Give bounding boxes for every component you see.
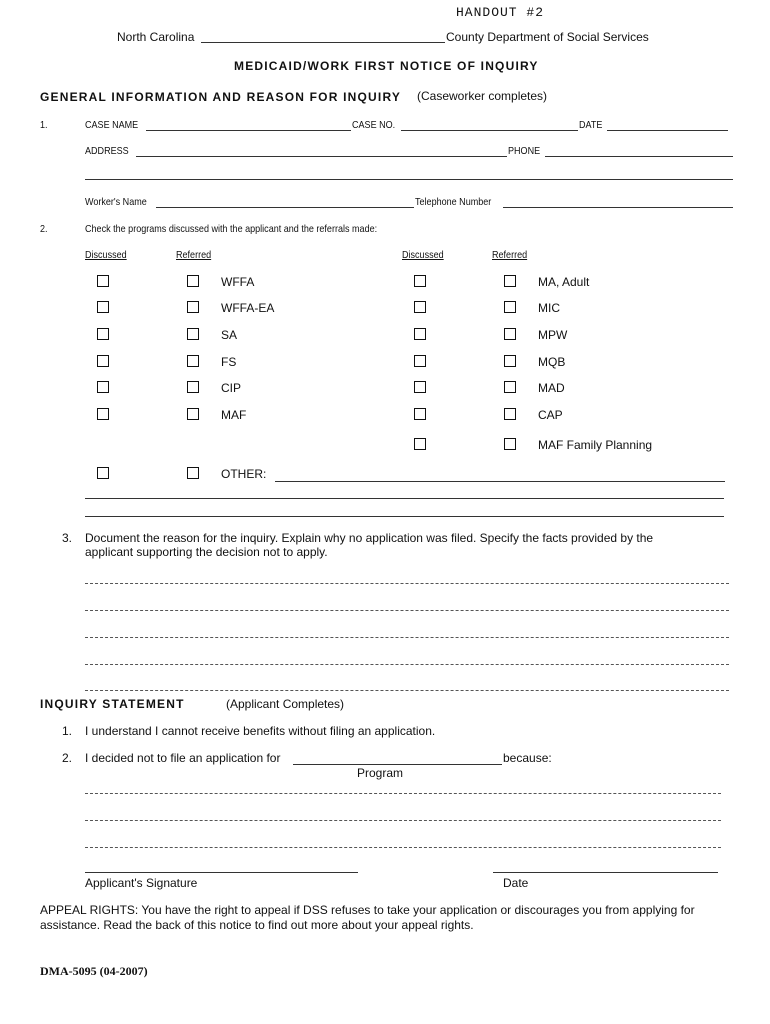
caseworker-note: (Caseworker completes) xyxy=(417,89,548,103)
address-field-line-2[interactable] xyxy=(85,179,733,180)
mqb-discussed-checkbox[interactable] xyxy=(414,355,426,367)
reason-line-4[interactable] xyxy=(85,664,729,665)
address-label: ADDRESS xyxy=(85,145,129,157)
signature-date-caption: Date xyxy=(503,876,529,890)
program-maf: MAF xyxy=(221,408,247,422)
wffa-ea-referred-checkbox[interactable] xyxy=(187,301,199,313)
cip-discussed-checkbox[interactable] xyxy=(97,381,109,393)
because-line-3[interactable] xyxy=(85,847,721,848)
mqb-referred-checkbox[interactable] xyxy=(504,355,516,367)
reason-line-2[interactable] xyxy=(85,610,729,611)
maf-family-planning-discussed-checkbox[interactable] xyxy=(414,438,426,450)
mad-discussed-checkbox[interactable] xyxy=(414,381,426,393)
case-name-field[interactable] xyxy=(146,130,351,131)
address-field[interactable] xyxy=(136,156,507,157)
cap-discussed-checkbox[interactable] xyxy=(414,408,426,420)
program-wffa: WFFA xyxy=(221,275,255,289)
reason-line-3[interactable] xyxy=(85,637,729,638)
sa-discussed-checkbox[interactable] xyxy=(97,328,109,340)
discussed-header-left: Discussed xyxy=(85,249,127,261)
appeal-rights-line-1: APPEAL RIGHTS: You have the right to appeal if DSS refuses to take your application or discourages you from applying for xyxy=(40,903,695,917)
other-field[interactable] xyxy=(275,481,725,482)
applicant-note: (Applicant Completes) xyxy=(226,697,345,711)
discussed-header-right: Discussed xyxy=(402,249,444,261)
reason-line-1[interactable] xyxy=(85,583,729,584)
program-cip: CIP xyxy=(221,381,242,395)
statement-2-text: I decided not to file an application for xyxy=(85,751,281,765)
program-caption: Program xyxy=(357,766,404,780)
statement-1-text: I understand I cannot receive benefits without filing an application. xyxy=(85,724,436,738)
statement-2-number: 2. xyxy=(62,751,73,765)
other-label: OTHER: xyxy=(221,467,267,481)
program-field[interactable] xyxy=(293,764,502,765)
because-label: because: xyxy=(503,751,552,765)
program-mad: MAD xyxy=(538,381,565,395)
case-name-label: CASE NAME xyxy=(85,119,139,131)
county-dept-label: County Department of Social Services xyxy=(446,30,649,44)
mic-referred-checkbox[interactable] xyxy=(504,301,516,313)
item-3-text-line-1: Document the reason for the inquiry. Explain why no application was filed. Specify the facts provided by the xyxy=(85,531,654,545)
worker-name-label: Worker's Name xyxy=(85,196,147,208)
mpw-discussed-checkbox[interactable] xyxy=(414,328,426,340)
ma-adult-referred-checkbox[interactable] xyxy=(504,275,516,287)
referred-header-right: Referred xyxy=(492,249,528,261)
referred-header-left: Referred xyxy=(176,249,212,261)
maf-discussed-checkbox[interactable] xyxy=(97,408,109,420)
maf-family-planning-referred-checkbox[interactable] xyxy=(504,438,516,450)
program-mic: MIC xyxy=(538,301,560,315)
sa-referred-checkbox[interactable] xyxy=(187,328,199,340)
because-line-2[interactable] xyxy=(85,820,721,821)
state-label: North Carolina xyxy=(117,30,195,44)
case-no-field[interactable] xyxy=(401,130,578,131)
wffa-referred-checkbox[interactable] xyxy=(187,275,199,287)
cip-referred-checkbox[interactable] xyxy=(187,381,199,393)
other-referred-checkbox[interactable] xyxy=(187,467,199,479)
mic-discussed-checkbox[interactable] xyxy=(414,301,426,313)
worker-name-field[interactable] xyxy=(156,207,414,208)
appeal-rights-line-2: assistance. Read the back of this notice to find out more about your appeal rights. xyxy=(40,918,474,932)
item-2-text: Check the programs discussed with the applicant and the referrals made: xyxy=(85,223,378,235)
handout-label: HANDOUT #2 xyxy=(456,5,545,20)
fs-discussed-checkbox[interactable] xyxy=(97,355,109,367)
program-fs: FS xyxy=(221,355,237,369)
reason-line-5[interactable] xyxy=(85,690,729,691)
item-1-number: 1. xyxy=(40,119,48,131)
cap-referred-checkbox[interactable] xyxy=(504,408,516,420)
form-number: DMA-5095 (04-2007) xyxy=(40,964,148,978)
mad-referred-checkbox[interactable] xyxy=(504,381,516,393)
item-3-number: 3. xyxy=(62,531,73,545)
program-sa: SA xyxy=(221,328,238,342)
case-no-label: CASE NO. xyxy=(352,119,396,131)
program-ma-adult: MA, Adult xyxy=(538,275,590,289)
other-field-line-2[interactable] xyxy=(85,498,724,499)
signature-field[interactable] xyxy=(85,872,358,873)
program-maf-family-planning: MAF Family Planning xyxy=(538,438,653,452)
program-mpw: MPW xyxy=(538,328,568,342)
program-mqb: MQB xyxy=(538,355,566,369)
item-3-text-line-2: applicant supporting the decision not to apply. xyxy=(85,545,328,559)
wffa-discussed-checkbox[interactable] xyxy=(97,275,109,287)
maf-referred-checkbox[interactable] xyxy=(187,408,199,420)
date-label: DATE xyxy=(579,119,603,131)
inquiry-heading: INQUIRY STATEMENT xyxy=(40,697,185,711)
other-discussed-checkbox[interactable] xyxy=(97,467,109,479)
telephone-label: Telephone Number xyxy=(415,196,492,208)
statement-1-number: 1. xyxy=(62,724,73,738)
wffa-ea-discussed-checkbox[interactable] xyxy=(97,301,109,313)
signature-caption: Applicant's Signature xyxy=(85,876,198,890)
because-line-1[interactable] xyxy=(85,793,721,794)
phone-label: PHONE xyxy=(508,145,541,157)
county-name-line[interactable] xyxy=(201,42,445,43)
program-wffa-ea: WFFA-EA xyxy=(221,301,275,315)
phone-field[interactable] xyxy=(545,156,733,157)
general-heading: GENERAL INFORMATION AND REASON FOR INQUIRY xyxy=(40,90,402,104)
form-title: MEDICAID/WORK FIRST NOTICE OF INQUIRY xyxy=(234,59,539,73)
item-2-number: 2. xyxy=(40,223,48,235)
signature-date-field[interactable] xyxy=(493,872,718,873)
fs-referred-checkbox[interactable] xyxy=(187,355,199,367)
telephone-field[interactable] xyxy=(503,207,733,208)
date-field[interactable] xyxy=(607,130,728,131)
other-field-line-3[interactable] xyxy=(85,516,724,517)
ma-adult-discussed-checkbox[interactable] xyxy=(414,275,426,287)
program-cap: CAP xyxy=(538,408,563,422)
mpw-referred-checkbox[interactable] xyxy=(504,328,516,340)
